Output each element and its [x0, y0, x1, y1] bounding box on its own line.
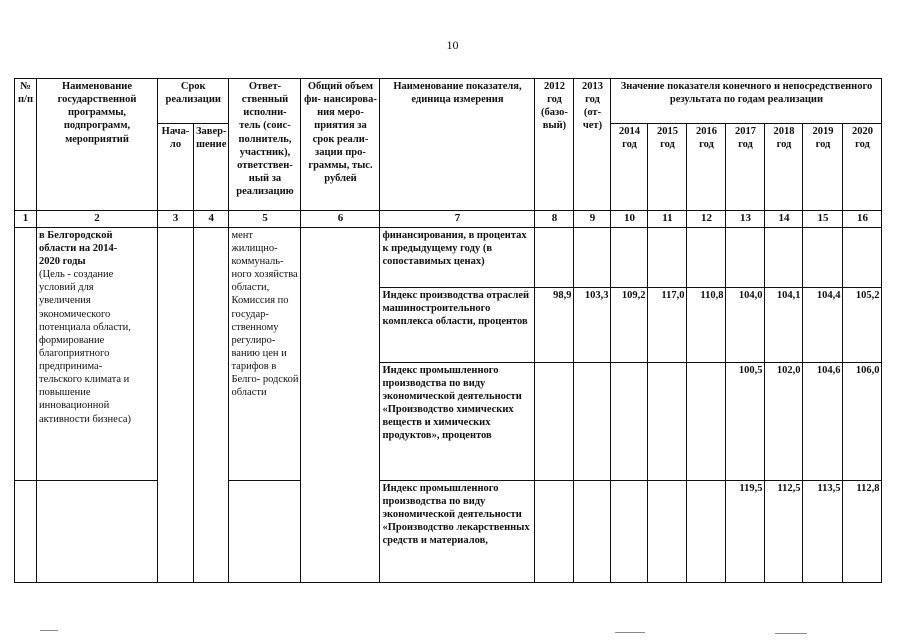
value-2012 [535, 362, 574, 480]
value-2017: 119,5 [726, 480, 765, 582]
value-2015 [648, 362, 687, 480]
table-row [15, 227, 882, 287]
value-2018 [765, 227, 803, 287]
header-year-2020: 2020 год [843, 124, 882, 211]
program-name-cell [37, 480, 158, 582]
program-name-cell [37, 227, 158, 480]
value-2019: 113,5 [803, 480, 843, 582]
value-2016 [687, 362, 726, 480]
header-row-1 [15, 79, 882, 124]
scan-artifact-line [775, 633, 807, 634]
value-2020: 112,8 [843, 480, 882, 582]
value-2014: 109,2 [611, 287, 648, 362]
value-2014 [611, 362, 648, 480]
value-2020: 105,2 [843, 287, 882, 362]
page-number: 10 [446, 38, 459, 52]
value-2017: 100,5 [726, 362, 765, 480]
indicator-name: Индекс производства отраслей машиностроительного комплекса области, процентов [380, 287, 535, 362]
value-2015 [648, 480, 687, 582]
period-end-cell [194, 227, 229, 582]
value-2018: 102,0 [765, 362, 803, 480]
program-title: в Белгородской области на 2014- 2020 годы [39, 229, 118, 267]
header-program-name: Наименование государственной программы, подпрограмм, мероприятий [37, 79, 158, 211]
header-executor: Ответ- ственный исполни- тель (соис- полнитель, участник), ответствен- ный за реализацию [229, 79, 301, 211]
header-period-start: Нача- ло [158, 124, 194, 211]
value-2020 [843, 227, 882, 287]
column-number: 14 [765, 211, 803, 228]
column-number: 8 [535, 211, 574, 228]
value-2013 [574, 362, 611, 480]
program-description: (Цель - создание условий для увеличения экономического потенциала области, формирование благоприятного предпринима- тельского климата и повышение инновационной активности бизнеса) [39, 269, 132, 425]
column-number: 12 [687, 211, 726, 228]
value-2012 [535, 227, 574, 287]
column-number: 11 [648, 211, 687, 228]
header-year-2017: 2017 год [726, 124, 765, 211]
funding-cell [301, 227, 380, 582]
column-number: 4 [194, 211, 229, 228]
scan-artifact-line [40, 630, 58, 631]
program-executor: мент жилищно- коммуналь- ного хозяйства области, Комиссия по государ- ственному регулиро- ванию цен и тарифов в Белго- родской области [229, 227, 301, 480]
value-2019 [803, 227, 843, 287]
value-2015: 117,0 [648, 287, 687, 362]
column-number: 13 [726, 211, 765, 228]
value-2013 [574, 227, 611, 287]
column-number: 7 [380, 211, 535, 228]
value-2018: 112,5 [765, 480, 803, 582]
value-2016 [687, 480, 726, 582]
program-no-cell [15, 480, 37, 582]
value-2015 [648, 227, 687, 287]
program-no-cell [15, 227, 37, 480]
column-number: 9 [574, 211, 611, 228]
value-2012: 98,9 [535, 287, 574, 362]
value-2017: 104,0 [726, 287, 765, 362]
value-2020: 106,0 [843, 362, 882, 480]
column-number: 6 [301, 211, 380, 228]
column-number: 5 [229, 211, 301, 228]
table-row [15, 480, 882, 582]
value-2017 [726, 227, 765, 287]
value-2016 [687, 227, 726, 287]
value-2012 [535, 480, 574, 582]
value-2014 [611, 227, 648, 287]
indicator-name: финансирования, в процентах к предыдущему году (в сопоставимых ценах) [380, 227, 535, 287]
header-year-2012: 2012 год (базо- вый) [535, 79, 574, 211]
header-funding: Общий объем фи- нансирова- ния меро- приятия за срок реали- зации про- граммы, тыс. рублей [301, 79, 380, 211]
period-start-cell [158, 227, 194, 582]
column-number: 10 [611, 211, 648, 228]
executor-cell [229, 480, 301, 582]
column-number: 15 [803, 211, 843, 228]
scan-artifact-line [615, 632, 645, 633]
header-indicator: Наименование показателя, единица измерения [380, 79, 535, 211]
value-2013: 103,3 [574, 287, 611, 362]
value-2018: 104,1 [765, 287, 803, 362]
indicator-name: Индекс промышленного производства по виду экономической деятельности «Производство лекарственных средств и материалов, [380, 480, 535, 582]
column-number: 3 [158, 211, 194, 228]
value-2014 [611, 480, 648, 582]
header-year-2015: 2015 год [648, 124, 687, 211]
program-indicators-table [14, 78, 882, 583]
column-number: 2 [37, 211, 158, 228]
value-2016: 110,8 [687, 287, 726, 362]
header-no: № п/п [15, 79, 37, 211]
header-year-2014: 2014 год [611, 124, 648, 211]
indicator-name: Индекс промышленного производства по виду экономической деятельности «Производство химических веществ и химических продуктов», процентов [380, 362, 535, 480]
value-2019: 104,6 [803, 362, 843, 480]
header-year-2018: 2018 год [765, 124, 803, 211]
column-numbers-row [15, 211, 882, 228]
value-2019: 104,4 [803, 287, 843, 362]
header-period-end: Завер- шение [194, 124, 229, 211]
header-year-2016: 2016 год [687, 124, 726, 211]
column-number: 16 [843, 211, 882, 228]
header-year-2019: 2019 год [803, 124, 843, 211]
header-values-group: Значение показателя конечного и непосредственного результата по годам реализации [611, 79, 882, 124]
header-year-2013: 2013 год (от- чет) [574, 79, 611, 211]
value-2013 [574, 480, 611, 582]
header-period: Срок реализации [158, 79, 229, 124]
column-number: 1 [15, 211, 37, 228]
